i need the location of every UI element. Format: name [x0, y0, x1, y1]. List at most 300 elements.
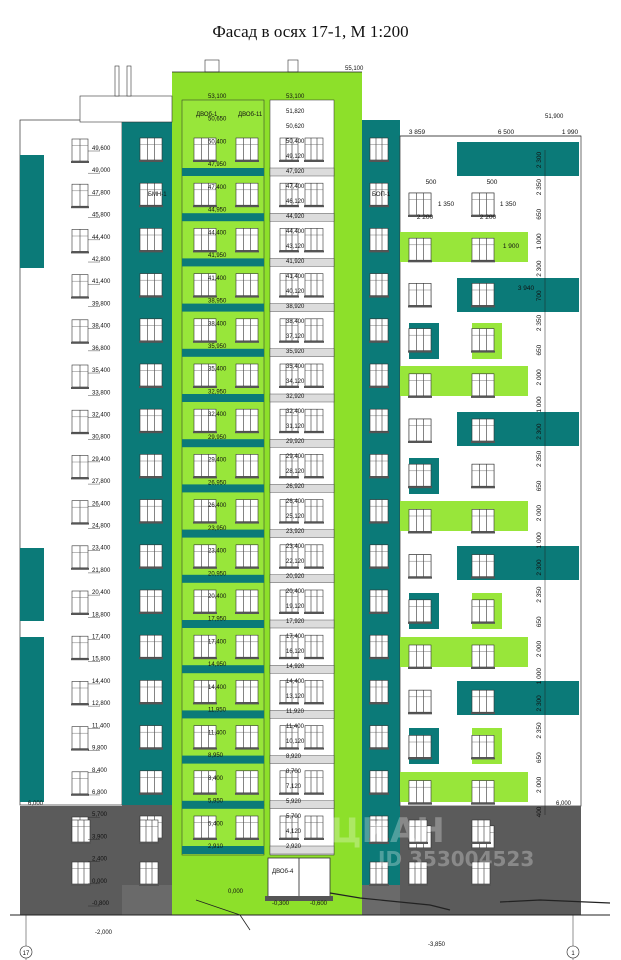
center-level-mark: 5,950	[208, 798, 224, 805]
core-window-sill	[279, 748, 299, 750]
left-level-mark: 32,400	[92, 412, 111, 419]
core-right-level-mark: 29,920	[286, 439, 305, 445]
core-window-sill	[304, 431, 324, 433]
core-right-level-mark: 20,400	[286, 589, 305, 595]
core-right-level-mark: 32,400	[286, 409, 305, 415]
right-teal-window-sill	[369, 296, 389, 298]
right-teal-window	[370, 590, 388, 612]
vent-pipe-1	[115, 66, 119, 96]
core-window	[305, 680, 323, 702]
core-right-level-mark: 11,920	[286, 709, 304, 715]
right-wing-window-sill	[471, 622, 495, 624]
core-right-level-mark: 2,920	[286, 844, 302, 850]
right-teal-window	[370, 545, 388, 567]
core-window-sill	[193, 567, 217, 569]
right-wing-window	[409, 464, 431, 486]
core-window	[236, 635, 258, 657]
core-window	[305, 500, 323, 522]
left-wing-window-sill	[71, 613, 89, 615]
core-right-level-mark: 37,120	[286, 334, 305, 340]
left-level-mark: 49,000	[92, 168, 111, 175]
left-teal-window-sill	[139, 431, 163, 433]
core-window-sill	[235, 522, 259, 524]
right-teal-window-sill	[369, 657, 389, 659]
core-window	[236, 726, 258, 748]
left-teal-window-sill	[139, 793, 163, 795]
core-right-level-mark: 49,120	[286, 154, 305, 160]
right-teal-window-sill	[369, 567, 389, 569]
left-level-mark: 42,800	[92, 257, 111, 264]
core-window-sill	[235, 160, 259, 162]
core-right-level-mark: 44,920	[286, 214, 305, 220]
left-level-mark: 45,800	[92, 212, 111, 219]
core-window-sill	[279, 341, 299, 343]
left-wing-window-sill	[71, 161, 89, 163]
center-level-mark: 38,400	[208, 321, 227, 328]
right-dim-label: 2 000	[536, 505, 543, 522]
core-right-level-mark: 7,120	[286, 784, 302, 790]
core-window	[236, 771, 258, 793]
right-wing-window	[409, 555, 431, 577]
core-right-level-mark: 23,920	[286, 529, 305, 535]
right-wing-window-sill	[408, 486, 432, 488]
center-level-mark: 17,950	[208, 616, 227, 623]
left-level-mark: 35,400	[92, 368, 111, 375]
right-teal-window-sill	[369, 205, 389, 207]
core-window-sill	[235, 341, 259, 343]
left-level-mark: 14,400	[92, 678, 111, 685]
right-dim-label: 650	[536, 208, 543, 220]
core-window-sill	[235, 702, 259, 704]
left-wing-window-sill	[71, 342, 89, 344]
right-wing-window	[409, 374, 431, 396]
core-window-sill	[193, 793, 217, 795]
right-wing-window	[472, 600, 494, 622]
right-teal-window-sill	[369, 793, 389, 795]
core-right-level-mark: 23,400	[286, 544, 305, 550]
core-band-left	[182, 349, 264, 357]
right-wing-window-sill	[471, 531, 495, 533]
left-wing-window-sill	[71, 568, 89, 570]
core-window	[305, 183, 323, 205]
right-dim-label: 2 350	[536, 314, 543, 332]
core-window-sill	[193, 522, 217, 524]
core-window-sill	[304, 250, 324, 252]
left-wing-window-sill	[71, 206, 89, 208]
left-level-mark: 0,000	[92, 878, 108, 885]
right-wing-window-sill	[471, 757, 495, 759]
left-wing-window-sill	[71, 432, 89, 434]
core-right-level-mark: 35,920	[286, 349, 305, 355]
left-wing-window-sill	[71, 387, 89, 389]
left-wing-window-sill	[71, 477, 89, 479]
left-level-mark: 21,800	[92, 567, 111, 574]
core-right-level-mark: 32,920	[286, 394, 305, 400]
center-level-mark: 47,400	[208, 184, 227, 191]
core-window-sill	[304, 341, 324, 343]
core-window	[305, 138, 323, 160]
right-teal-window	[370, 726, 388, 748]
core-right-level-mark: 14,400	[286, 679, 305, 685]
center-level-mark: 44,950	[208, 207, 227, 214]
roof-structure	[80, 96, 172, 122]
core-window	[305, 726, 323, 748]
center-level-mark: 38,950	[208, 298, 227, 305]
core-window	[305, 409, 323, 431]
center-level-mark: 17,400	[208, 639, 227, 646]
left-teal-window	[140, 409, 162, 431]
core-window	[305, 454, 323, 476]
left-side-level: 6,000	[28, 801, 44, 807]
upper-dim-0: 500	[425, 179, 437, 186]
core-window-sill	[304, 205, 324, 207]
right-dim-label: 2 000	[536, 640, 543, 658]
core-right-level-mark: 41,920	[286, 259, 305, 265]
right-dim-label: 2 350	[536, 586, 543, 603]
left-level-mark: 8,400	[92, 767, 108, 774]
upper-dim-7: 3 940	[517, 285, 535, 292]
core-band-right	[270, 801, 334, 809]
right-teal-window	[370, 274, 388, 296]
right-dim-label: 1 000	[536, 668, 543, 685]
right-wing-window-sill	[408, 667, 432, 669]
left-teal-window	[140, 590, 162, 612]
core-right-level-mark: 10,120	[286, 739, 305, 745]
center-level-mark: 20,950	[208, 571, 227, 578]
core-window-sill	[235, 748, 259, 750]
core-window-sill	[279, 838, 299, 840]
core-band-right	[270, 846, 334, 854]
right-dim-label: 1 000	[536, 233, 543, 250]
left-wing-window-sill	[71, 251, 89, 253]
watermark-id: ID 353004523	[378, 847, 535, 871]
left-wing-window-sill	[71, 794, 89, 796]
center-level-mark: 47,950	[208, 162, 227, 169]
core-right-level-mark: 43,120	[286, 244, 305, 250]
right-wing-window-sill	[408, 351, 432, 353]
core-window-sill	[193, 748, 217, 750]
right-wing-window	[409, 419, 431, 441]
core-window-sill	[304, 838, 324, 840]
left-level-mark: -0,800	[92, 901, 110, 907]
core-window-sill	[193, 612, 217, 614]
right-wing-window-sill	[408, 622, 432, 624]
right-dim-label: 2 300	[536, 260, 543, 277]
core-right-level-mark: 17,920	[286, 619, 305, 625]
core-window-sill	[235, 250, 259, 252]
level-entrance: 0,000	[228, 889, 244, 895]
core-right-level-mark: 44,400	[286, 229, 305, 235]
center-level-mark: 8,950	[208, 753, 224, 760]
core-window-sill	[304, 386, 324, 388]
core-right-level-mark: 41,400	[286, 274, 305, 280]
right-wing-window	[409, 735, 431, 757]
core-window-sill	[304, 793, 324, 795]
core-window	[236, 274, 258, 296]
right-wing-window	[472, 238, 494, 260]
left-wing-window-sill	[71, 749, 89, 751]
right-dim-label: 2 300	[536, 151, 543, 169]
core-window	[305, 364, 323, 386]
core-window-sill	[304, 612, 324, 614]
core-band-left	[182, 258, 264, 266]
left-teal-window-sill	[139, 657, 163, 659]
core-right-level-mark: 47,400	[286, 184, 305, 190]
core-window-sill	[279, 612, 299, 614]
core-window-sill	[279, 431, 299, 433]
right-wing-window	[472, 690, 494, 712]
center-level-mark: 35,950	[208, 344, 227, 350]
right-teal-window	[370, 500, 388, 522]
left-teal-window-sill	[139, 205, 163, 207]
left-level-mark: 49,600	[92, 146, 111, 152]
left-teal-window	[140, 138, 162, 160]
right-teal-window	[370, 635, 388, 657]
right-wing-window	[472, 283, 494, 305]
window-label-center2: ДВОб-11	[238, 112, 263, 118]
right-teal-window-sill	[369, 522, 389, 524]
left-level-mark: 47,800	[92, 190, 111, 197]
right-wing-window-sill	[408, 757, 432, 759]
core-window	[305, 590, 323, 612]
drawing-title: Фасад в осях 17-1, М 1:200	[212, 22, 409, 41]
left-level-mark: 26,400	[92, 501, 111, 508]
center-level-mark: 23,400	[208, 548, 227, 555]
left-level-mark: 18,800	[92, 612, 111, 619]
core-right-level-mark: 8,920	[286, 754, 302, 760]
right-dim-label: 1 000	[536, 396, 543, 413]
right-wing-window-sill	[471, 667, 495, 669]
core-window-sill	[304, 160, 324, 162]
right-dim-label: 2 350	[536, 179, 543, 196]
window-label-center: ДВОб-1	[196, 112, 218, 118]
right-teal-window	[370, 228, 388, 250]
right-wing-window-sill	[471, 305, 495, 307]
core-window-sill	[279, 522, 299, 524]
left-teal-window	[140, 726, 162, 748]
top-dim-0: 3 859	[408, 129, 426, 136]
right-teal-window	[370, 319, 388, 341]
left-wing-window-sill	[71, 523, 89, 525]
center-level-mark: 26,950	[208, 480, 227, 487]
right-teal-window	[370, 771, 388, 793]
watermark-main: ЦИАН	[330, 811, 445, 851]
core-right-level-mark: 51,820	[286, 109, 305, 115]
core-right-level-mark: 35,400	[286, 364, 305, 370]
right-teal-window-sill	[369, 250, 389, 252]
right-wing-window	[409, 329, 431, 351]
core-right-level-mark: 50,400	[286, 139, 305, 145]
core-window-sill	[279, 702, 299, 704]
right-wing-window-sill	[408, 531, 432, 533]
center-level-mark: 11,400	[208, 730, 226, 737]
right-teal-window-sill	[369, 341, 389, 343]
left-teal-window	[140, 680, 162, 702]
ground-window	[72, 862, 90, 884]
core-right-level-mark: 11,400	[286, 724, 304, 730]
center-level-mark: 50,400	[208, 139, 227, 146]
center-level-mark: 26,400	[208, 503, 227, 510]
left-teal-window-sill	[139, 476, 163, 478]
center-level-mark: 8,400	[208, 775, 224, 782]
right-wing-window-sill	[471, 260, 495, 262]
right-dim-label: 2 300	[536, 559, 543, 576]
right-dim-label: 700	[536, 290, 543, 302]
ground-window	[472, 820, 490, 842]
core-window-sill	[235, 657, 259, 659]
left-level-mark: 36,800	[92, 345, 111, 352]
center-level-mark: 20,400	[208, 594, 227, 600]
right-wing-window	[472, 374, 494, 396]
center-level-mark: 11,950	[208, 707, 226, 714]
core-right-level-mark: 26,400	[286, 499, 305, 505]
upper-dim-5: 2 200	[479, 214, 497, 221]
core-window-sill	[235, 567, 259, 569]
top-dim-2: 1 990	[561, 129, 579, 136]
right-wing-window-sill	[471, 396, 495, 398]
center-level-mark: 14,400	[208, 684, 227, 691]
upper-dim-4: 2 200	[416, 214, 434, 221]
right-teal-window-sill	[369, 612, 389, 614]
core-window-sill	[304, 657, 324, 659]
left-level-mark: 15,800	[92, 656, 111, 663]
core-window-sill	[235, 476, 259, 478]
window-label-left: БМН-1	[148, 192, 167, 198]
core-window-sill	[193, 386, 217, 388]
core-right-level-mark: 29,400	[286, 454, 305, 460]
center-level-mark: 29,400	[208, 457, 227, 464]
left-level-mark: 12,800	[92, 701, 111, 708]
core-window-sill	[304, 296, 324, 298]
right-wing-window	[409, 600, 431, 622]
right-dim-label: 2 000	[536, 776, 543, 793]
left-wing-window-sill	[71, 703, 89, 705]
upper-dim-3: 1 350	[499, 201, 517, 208]
left-level-mark: 27,800	[92, 479, 111, 486]
core-band-left	[182, 168, 264, 176]
center-level-mark: 14,950	[208, 662, 227, 669]
left-teal-window	[140, 364, 162, 386]
right-wing-window	[409, 690, 431, 712]
ground-window-sill	[71, 884, 91, 886]
right-wing-window	[472, 193, 494, 215]
core-right-level-mark: 50,620	[286, 124, 305, 130]
core-right-level-mark: 25,120	[286, 514, 305, 520]
right-wing-window	[472, 555, 494, 577]
right-wing-window	[409, 781, 431, 803]
left-accent-top	[20, 155, 44, 268]
core-window-sill	[279, 205, 299, 207]
level-step-left: -0,300	[272, 901, 290, 907]
right-teal-window	[370, 680, 388, 702]
ground-window-sill	[369, 884, 389, 886]
left-level-mark: 41,400	[92, 279, 111, 286]
center-level-mark: 32,950	[208, 389, 227, 396]
right-wing-window	[472, 464, 494, 486]
core-window-sill	[235, 386, 259, 388]
right-teal-window	[370, 409, 388, 431]
core-window	[236, 454, 258, 476]
left-level-mark: 11,400	[92, 723, 110, 730]
right-dim-label: 650	[536, 480, 543, 492]
right-teal-window-sill	[369, 476, 389, 478]
core-window-sill	[304, 748, 324, 750]
core-right-level-mark: 19,120	[286, 604, 305, 610]
left-level-mark: 23,400	[92, 545, 111, 552]
left-level-mark: 24,800	[92, 523, 111, 530]
core-right-level-mark: 13,120	[286, 694, 305, 700]
core-window-sill	[193, 296, 217, 298]
right-wing-window-sill	[408, 305, 432, 307]
core-right-level-mark: 22,120	[286, 559, 305, 565]
center-level-mark: 41,400	[208, 275, 227, 282]
right-wing-window-sill	[408, 396, 432, 398]
core-window-sill	[304, 522, 324, 524]
core-window-sill	[193, 341, 217, 343]
core-window-sill	[235, 838, 259, 840]
center-level-mark: 35,400	[208, 366, 227, 373]
core-window-sill	[193, 838, 217, 840]
right-teal-window	[370, 364, 388, 386]
roof-exit-right	[288, 60, 298, 72]
right-teal-window-sill	[369, 386, 389, 388]
left-teal-window-sill	[139, 296, 163, 298]
level-roof: 55,100	[345, 66, 364, 72]
core-window	[236, 409, 258, 431]
right-dim-label: 2 350	[536, 450, 543, 467]
core-window	[305, 771, 323, 793]
top-dim-1: 6 500	[497, 129, 515, 136]
core-right-level-mark: 17,400	[286, 634, 305, 640]
core-window	[305, 274, 323, 296]
left-teal-window-sill	[139, 748, 163, 750]
right-wing-window-sill	[408, 577, 432, 579]
ground-window-sill	[471, 884, 491, 886]
right-dim-label: 2 350	[536, 722, 543, 739]
right-teal-window-sill	[369, 748, 389, 750]
core-window-sill	[279, 386, 299, 388]
right-wing-window	[409, 193, 431, 215]
right-teal-window-sill	[369, 702, 389, 704]
core-window	[236, 364, 258, 386]
roof-exit-left	[205, 60, 219, 72]
right-dim-label: 2 300	[536, 423, 543, 440]
right-wing-window-sill	[471, 803, 495, 805]
center-level-mark: 29,950	[208, 434, 227, 441]
right-wing-window-sill	[408, 712, 432, 714]
core-window	[236, 590, 258, 612]
center-level-mark: 5,400	[208, 821, 224, 828]
ground-window	[140, 862, 158, 884]
core-window-sill	[279, 476, 299, 478]
left-wing-window-sill	[71, 658, 89, 660]
left-teal-window-sill	[139, 702, 163, 704]
right-teal-window-sill	[369, 431, 389, 433]
right-side-level: 6,000	[556, 801, 572, 807]
left-teal-window-sill	[139, 567, 163, 569]
core-window	[305, 319, 323, 341]
core-window	[236, 319, 258, 341]
right-wing-window	[409, 509, 431, 531]
ground-window-sill	[408, 884, 428, 886]
left-level-mark: 44,400	[92, 234, 111, 241]
core-window-sill	[193, 657, 217, 659]
right-dim-label: 650	[536, 752, 543, 764]
core-right-level-mark: 34,120	[286, 379, 305, 385]
core-window	[194, 726, 216, 748]
vent-pipe-2	[127, 66, 131, 96]
right-wing-window	[409, 283, 431, 305]
